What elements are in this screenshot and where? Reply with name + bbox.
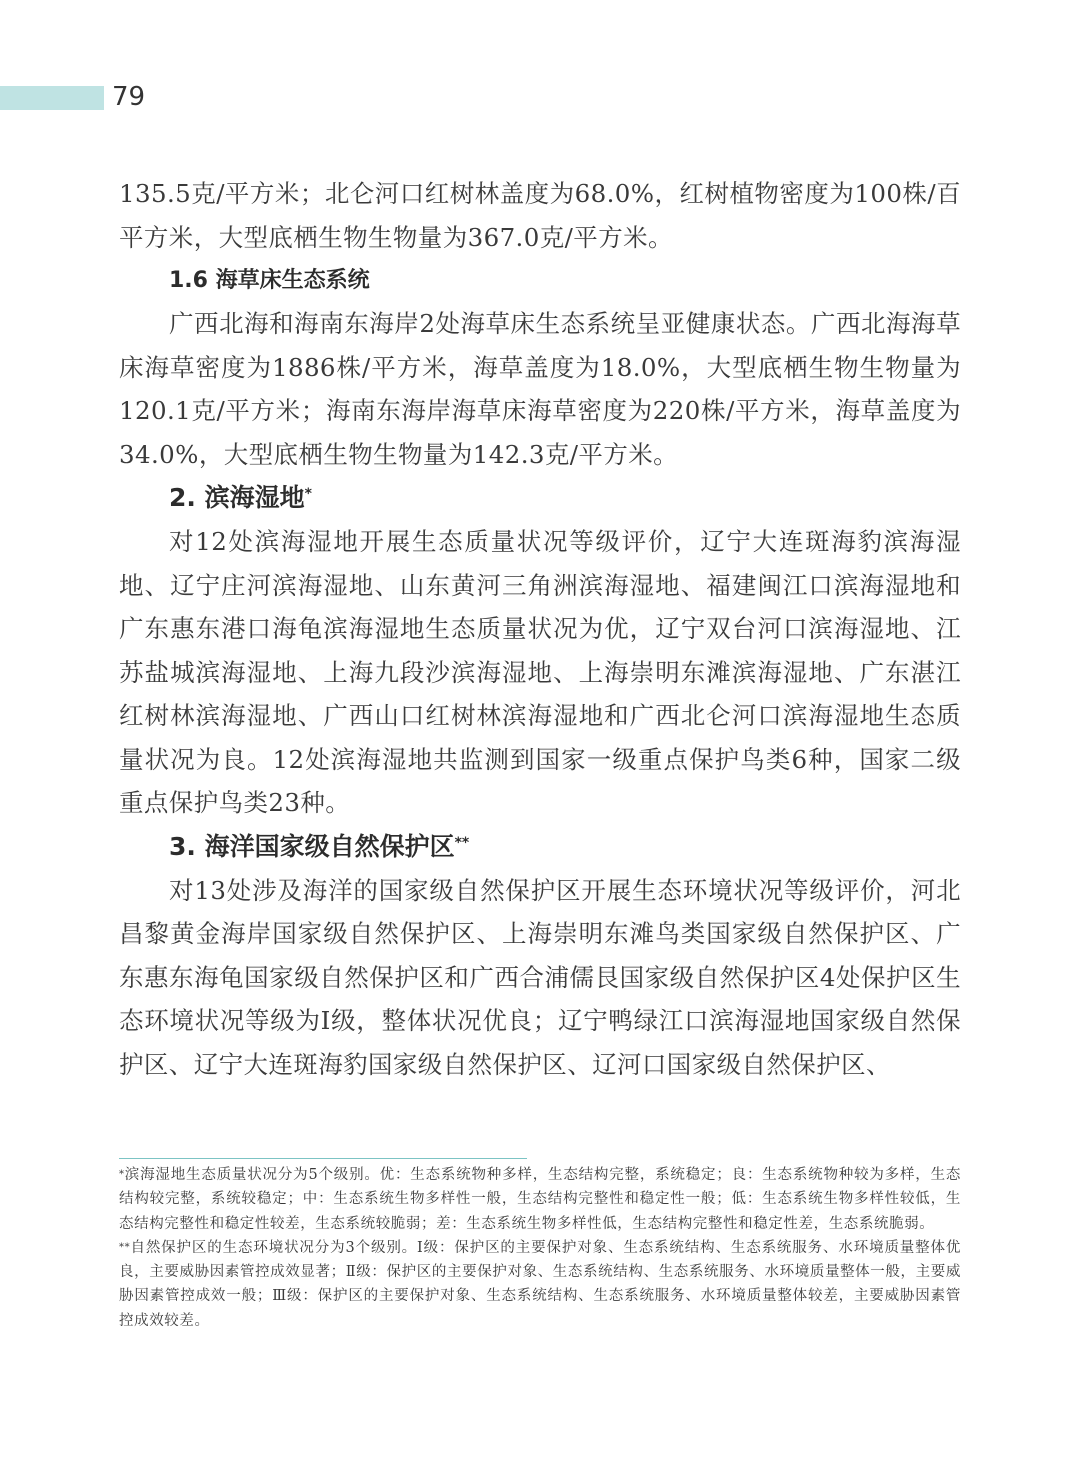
- heading-text: 2. 滨海湿地: [169, 483, 305, 512]
- page-number: 79: [112, 82, 146, 112]
- body-paragraph-nature-reserve: 对13处涉及海洋的国家级自然保护区开展生态环境状况等级评价，河北昌黎黄金海岸国家级自然保护区、上海崇明东滩鸟类国家级自然保护区、广东惠东海龟国家级自然保护区和广西合浦儒艮国家级自然保护区4处保护区生态环境状况等级为Ⅰ级，整体状况优良；辽宁鸭绿江口滨海湿地国家级自然保护区、辽宁大连斑海豹国家级自然保护区、辽河口国家级自然保护区、: [119, 875, 961, 1079]
- body-paragraph-mangrove-continued: 135.5克/平方米；北仑河口红树林盖度为68.0%，红树植物密度为100株/百平方米，大型底栖生物生物量为367.0克/平方米。: [119, 179, 961, 252]
- main-content: [119, 172, 961, 1086]
- footnote-wetland: [119, 1163, 961, 1236]
- heading-text: 3. 海洋国家级自然保护区: [169, 831, 455, 861]
- footnote-text: 滨海湿地生态质量状况分为5个级别。优：生态系统物种多样，生态结构完整，系统稳定；良：生态系统物种较为多样，生态结构较完整，系统较稳定；中：生态系统生物多样性一般，生态结构完整性和稳定性一般；低：生态系统生物多样性较低，生态结构完整性和稳定性较差，生态系统较脆弱；差：生态系统生物多样性低，生态结构完整性和稳定性差，生态系统脆弱。: [119, 1167, 961, 1232]
- footnote-marker: *: [304, 486, 312, 502]
- footnote-marker: *: [119, 1169, 125, 1180]
- section-heading-nature-reserve: [169, 825, 961, 869]
- footnote-text: 自然保护区的生态环境状况分为3个级别。Ⅰ级：保护区的主要保护对象、生态系统结构、生态系统服务、水环境质量整体优良，主要威胁因素管控成效显著；Ⅱ级：保护区的主要保护对象、生态系统结构、生态系统服务、水环境质量整体一般，主要威胁因素管控成效一般；Ⅲ级：保护区的主要保护对象、生态系统结构、生态系统服务、水环境质量整体较差，主要威胁因素管控成效较差。: [119, 1239, 961, 1329]
- section-heading-coastal-wetland: [169, 476, 961, 520]
- page-tab-decoration: [0, 86, 104, 110]
- footnote-reserve: [119, 1236, 961, 1333]
- footnote-marker: **: [454, 834, 470, 851]
- body-paragraph-seagrass: 广西北海和海南东海岸2处海草床生态系统呈亚健康状态。广西北海海草床海草密度为1886株/平方米，海草盖度为18.0%，大型底栖生物生物量为120.1克/平方米；海南东海岸海草床海草密度为220株/平方米，海草盖度为34.0%，大型底栖生物生物量为142.3克/平方米。: [119, 309, 961, 469]
- footnotes: [119, 1163, 961, 1333]
- body-paragraph-coastal-wetland: 对12处滨海湿地开展生态质量状况等级评价，辽宁大连斑海豹滨海湿地、辽宁庄河滨海湿地、山东黄河三角洲滨海湿地、福建闽江口滨海湿地和广东惠东港口海龟滨海湿地生态质量状况为优，辽宁双台河口滨海湿地、江苏盐城滨海湿地、上海九段沙滨海湿地、上海崇明东滩滨海湿地、广东湛江红树林滨海湿地、广西山口红树林滨海湿地和广西北仑河口滨海湿地生态质量状况为良。12处滨海湿地共监测到国家一级重点保护鸟类6种，国家二级重点保护鸟类23种。: [119, 527, 961, 817]
- section-heading-seagrass: 1.6 海草床生态系统: [169, 268, 370, 293]
- footnote-divider: [119, 1158, 527, 1159]
- footnote-marker: **: [119, 1241, 131, 1253]
